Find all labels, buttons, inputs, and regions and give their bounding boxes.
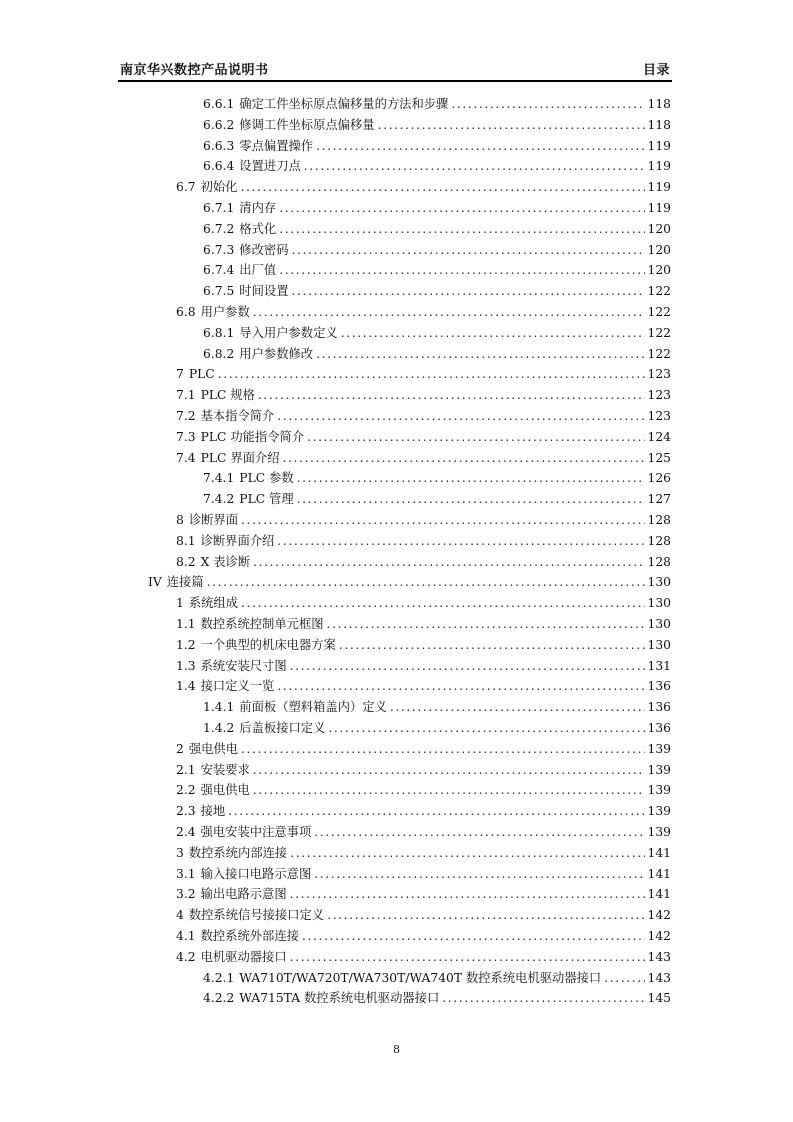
toc-entry[interactable] <box>203 988 671 1008</box>
toc-entry-title: PLC 规格 <box>200 388 255 403</box>
toc-entry[interactable] <box>203 156 671 176</box>
toc-leader-dots <box>292 240 645 260</box>
toc-leader-dots <box>451 94 644 114</box>
toc-entry-number: 1 <box>176 596 184 611</box>
toc-leader-dots <box>277 406 644 426</box>
toc-leader-dots <box>314 864 644 884</box>
toc-entry-page: 122 <box>647 305 671 319</box>
toc-entry[interactable] <box>203 240 671 260</box>
toc-entry-title: 输入接口电路示意图 <box>200 866 312 881</box>
toc-entry-number: 6.7.5 <box>203 284 235 299</box>
toc-entry-title: 确定工件坐标原点偏移量的方法和步骤 <box>239 97 449 111</box>
toc-entry-page: 127 <box>647 492 671 507</box>
toc-entry-page: 122 <box>647 325 671 340</box>
toc-entry-title: 前面板（塑料箱盖内）定义 <box>239 700 387 715</box>
toc-entry[interactable] <box>176 385 671 405</box>
toc-entry-page: 122 <box>647 346 671 361</box>
toc-entry-page: 139 <box>647 741 671 756</box>
toc-entry-number: 1.3 <box>176 658 196 673</box>
toc-entry-page: 118 <box>647 97 671 111</box>
toc-leader-dots <box>279 198 644 218</box>
toc-entry-title: 出厂值 <box>239 263 277 278</box>
toc-leader-dots <box>283 448 645 468</box>
toc-entry-number: 6.7.2 <box>203 221 235 236</box>
toc-entry[interactable] <box>148 572 671 592</box>
toc-entry-title: 零点偏置操作 <box>239 138 314 153</box>
toc-entry-title: 用户参数修改 <box>239 346 314 361</box>
toc-entry[interactable] <box>203 697 671 717</box>
toc-entry-number: 8 <box>176 513 184 527</box>
toc-entry-number: 6.6.3 <box>203 138 235 153</box>
header-section-title: 目录 <box>642 63 670 78</box>
toc-entry[interactable] <box>176 656 671 676</box>
toc-entry-title: PLC 功能指令简介 <box>200 429 305 444</box>
toc-leader-dots <box>339 635 645 655</box>
toc-entry-title: 连接篇 <box>166 575 204 590</box>
toc-leader-dots <box>378 115 645 135</box>
toc-entry-number: 7.1 <box>176 388 196 403</box>
toc-entry[interactable] <box>203 489 671 509</box>
toc-entry-page: 136 <box>647 700 671 715</box>
toc-entry-number: 2.3 <box>176 804 196 819</box>
toc-entry-number: 4.2 <box>176 949 196 964</box>
toc-entry[interactable] <box>176 510 671 530</box>
toc-entry[interactable] <box>176 739 671 759</box>
toc-entry-title: 数控系统信号接接口定义 <box>188 908 325 923</box>
toc-entry-number: 7.3 <box>176 429 196 444</box>
toc-entry-title: 数控系统控制单元框图 <box>200 617 324 631</box>
toc-entry[interactable] <box>203 198 671 218</box>
toc-entry-page: 123 <box>647 367 671 382</box>
toc-entry-page: 130 <box>647 617 671 631</box>
toc-leader-dots <box>207 572 645 592</box>
toc-entry[interactable] <box>176 822 671 842</box>
toc-leader-dots <box>258 385 645 405</box>
toc-entry-title: 基本指令简介 <box>200 409 275 423</box>
toc-entry[interactable] <box>203 115 671 135</box>
toc-entry[interactable] <box>176 884 671 904</box>
toc-entry[interactable] <box>203 281 671 301</box>
toc-leader-dots <box>390 697 645 717</box>
toc-leader-dots <box>241 739 644 759</box>
page-header <box>118 56 672 82</box>
toc-entry-number: 4.2.1 <box>203 970 235 985</box>
toc-entry-page: 124 <box>647 429 671 444</box>
toc-leader-dots <box>297 489 645 509</box>
toc-entry[interactable] <box>203 136 671 156</box>
toc-leader-dots <box>307 427 644 447</box>
toc-entry-page: 139 <box>647 783 671 798</box>
toc-entry-number: 7.2 <box>176 409 196 423</box>
toc-entry-number: 7.4.2 <box>203 492 235 507</box>
toc-entry[interactable] <box>203 323 671 343</box>
toc-entry-title: 时间设置 <box>239 284 289 299</box>
toc-entry-number: 6.7 <box>176 180 196 195</box>
toc-entry-title: X 表诊断 <box>200 554 251 569</box>
toc-entry-page: 136 <box>647 721 671 735</box>
toc-entry-title: 数控系统内部连接 <box>188 845 288 860</box>
toc-entry-number: 6.8.2 <box>203 346 235 361</box>
toc-leader-dots <box>240 177 644 197</box>
toc-entry-title: 系统组成 <box>188 596 239 611</box>
toc-entry-title: PLC <box>188 367 215 382</box>
toc-entry[interactable] <box>176 552 671 572</box>
toc-entry[interactable] <box>176 364 671 384</box>
toc-entry[interactable] <box>176 947 671 967</box>
toc-entry-page: 120 <box>647 263 671 278</box>
toc-entry[interactable] <box>203 968 671 988</box>
toc-entry[interactable] <box>176 676 671 696</box>
toc-entry-title: 用户参数 <box>200 305 250 319</box>
toc-entry-page: 141 <box>647 845 671 860</box>
toc-leader-dots <box>277 676 644 696</box>
toc-entry[interactable] <box>176 635 671 655</box>
toc-entry[interactable] <box>176 926 671 946</box>
toc-leader-dots <box>279 260 644 280</box>
toc-entry-number: 1.1 <box>176 617 196 631</box>
toc-leader-dots <box>277 531 644 551</box>
toc-entry-number: 6.7.3 <box>203 242 235 257</box>
header-document-title: 南京华兴数控产品说明书 <box>120 63 269 78</box>
toc-leader-dots <box>290 884 645 904</box>
toc-entry-number: 1.2 <box>176 637 196 652</box>
toc-entry[interactable] <box>176 614 671 634</box>
toc-leader-dots <box>316 344 644 364</box>
toc-entry-title: 接口定义一览 <box>200 679 275 694</box>
toc-entry[interactable] <box>176 406 671 426</box>
toc-entry[interactable] <box>203 260 671 280</box>
toc-entry-number: 7.4 <box>176 450 196 465</box>
toc-entry-number: 6.8.1 <box>203 325 235 340</box>
toc-entry-number: 4.2.2 <box>203 991 235 1006</box>
toc-entry-number: 2.4 <box>176 825 196 839</box>
toc-entry-number: 2 <box>176 741 184 756</box>
toc-entry[interactable] <box>203 94 671 114</box>
toc-entry[interactable] <box>176 801 671 821</box>
toc-entry-number: 2.1 <box>176 762 196 777</box>
toc-entry[interactable] <box>176 780 671 800</box>
toc-entry[interactable] <box>176 864 671 884</box>
toc-entry-title: 后盖板接口定义 <box>239 721 326 735</box>
toc-leader-dots <box>241 593 644 613</box>
toc-entry-page: 126 <box>647 471 671 486</box>
toc-entry-title: PLC 参数 <box>239 471 294 486</box>
toc-leader-dots <box>297 468 645 488</box>
toc-entry-page: 141 <box>647 887 671 902</box>
toc-entry[interactable] <box>203 468 671 488</box>
toc-entry-title: 诊断界面介绍 <box>200 533 275 548</box>
toc-entry[interactable] <box>176 427 671 447</box>
toc-leader-dots <box>290 843 644 863</box>
toc-entry-number: IV <box>148 575 162 590</box>
toc-entry[interactable] <box>176 302 671 322</box>
toc-entry-title: 强电安装中注意事项 <box>200 825 312 839</box>
toc-entry-page: 143 <box>647 970 671 985</box>
toc-entry-number: 3.2 <box>176 887 196 902</box>
toc-entry-page: 141 <box>647 866 671 881</box>
toc-leader-dots <box>604 968 644 988</box>
toc-leader-dots <box>253 552 644 572</box>
toc-entry-number: 2.2 <box>176 783 196 798</box>
toc-leader-dots <box>279 219 644 239</box>
toc-entry[interactable] <box>203 344 671 364</box>
toc-entry-title: 系统安装尺寸图 <box>200 658 287 673</box>
toc-entry[interactable] <box>176 448 671 468</box>
toc-entry-number: 4.1 <box>176 929 196 943</box>
toc-entry-title: 导入用户参数定义 <box>239 325 338 340</box>
toc-entry[interactable] <box>176 531 671 551</box>
toc-entry-page: 130 <box>647 596 671 611</box>
toc-entry-title: 强电供电 <box>200 783 250 798</box>
toc-entry-title: 电机驱动器接口 <box>200 949 287 964</box>
toc-entry-page: 142 <box>647 929 671 943</box>
toc-entry-number: 7 <box>176 367 184 382</box>
toc-entry-title: PLC 界面介绍 <box>200 450 280 465</box>
toc-entry-page: 128 <box>647 533 671 548</box>
toc-entry-number: 6.6.4 <box>203 159 235 174</box>
toc-entry-number: 4 <box>176 908 184 923</box>
toc-entry-page: 125 <box>647 450 671 465</box>
toc-entry-title: 接地 <box>200 804 226 819</box>
toc-leader-dots <box>327 905 644 925</box>
toc-entry-page: 131 <box>647 658 671 673</box>
toc-entry-page: 123 <box>647 409 671 423</box>
toc-leader-dots <box>328 718 644 738</box>
toc-entry[interactable] <box>176 843 671 863</box>
toc-entry-page: 119 <box>647 180 671 195</box>
toc-entry-title: 设置进刀点 <box>239 159 301 174</box>
toc-entry-number: 3.1 <box>176 866 196 881</box>
toc-entry-title: 强电供电 <box>188 741 239 756</box>
toc-entry-title: 初始化 <box>200 180 238 195</box>
toc-leader-dots <box>228 801 644 821</box>
toc-leader-dots <box>241 510 644 530</box>
toc-entry-number: 3 <box>176 845 184 860</box>
toc-entry-title: 安装要求 <box>200 762 250 777</box>
toc-leader-dots <box>253 780 645 800</box>
toc-entry-page: 119 <box>647 138 671 153</box>
toc-leader-dots <box>253 760 645 780</box>
toc-entry[interactable] <box>203 219 671 239</box>
toc-entry-page: 143 <box>647 949 671 964</box>
page-number: 8 <box>393 1043 400 1056</box>
toc-entry-number: 6.6.2 <box>203 117 235 132</box>
toc-entry-page: 139 <box>647 804 671 819</box>
toc-entry-number: 1.4.2 <box>203 721 235 735</box>
toc-leader-dots <box>314 822 644 842</box>
toc-entry-page: 119 <box>647 201 671 215</box>
toc-entry[interactable] <box>176 593 671 613</box>
toc-entry-title: WA710T/WA720T/WA730T/WA740T 数控系统电机驱动器接口 <box>239 970 602 985</box>
toc-entry-page: 118 <box>647 117 671 132</box>
toc-entry-page: 120 <box>647 242 671 257</box>
toc-entry-title: 格式化 <box>239 221 277 236</box>
toc-leader-dots <box>218 364 645 384</box>
toc-leader-dots <box>302 926 645 946</box>
toc-entry-title: 一个典型的机床电器方案 <box>200 637 336 652</box>
toc-entry-number: 6.8 <box>176 305 196 319</box>
toc-leader-dots <box>304 156 645 176</box>
toc-entry-number: 7.4.1 <box>203 471 235 486</box>
toc-entry-title: 修调工件坐标原点偏移量 <box>239 117 375 132</box>
toc-entry-page: 139 <box>647 825 671 839</box>
toc-entry-number: 6.7.1 <box>203 201 235 215</box>
toc-entry-title: PLC 管理 <box>239 492 294 507</box>
toc-entry-page: 120 <box>647 221 671 236</box>
toc-entry-page: 130 <box>647 637 671 652</box>
toc-entry-page: 142 <box>647 908 671 923</box>
toc-entry-title: 诊断界面 <box>188 513 239 527</box>
toc-entry-title: 输出电路示意图 <box>200 887 287 902</box>
toc-entry-page: 136 <box>647 679 671 694</box>
toc-entry-page: 119 <box>647 159 671 174</box>
toc-entry-page: 122 <box>647 284 671 299</box>
toc-entry-page: 130 <box>647 575 671 590</box>
toc-leader-dots <box>253 302 645 322</box>
toc-entry-page: 123 <box>647 388 671 403</box>
toc-entry[interactable] <box>176 760 671 780</box>
toc-leader-dots <box>341 323 645 343</box>
toc-leader-dots <box>290 947 645 967</box>
toc-entry-number: 6.7.4 <box>203 263 235 278</box>
toc-entry[interactable] <box>176 177 671 197</box>
toc-entry-number: 8.2 <box>176 554 196 569</box>
toc-entry-page: 128 <box>647 513 671 527</box>
toc-entry[interactable] <box>203 718 671 738</box>
toc-entry-title: 清内存 <box>239 201 277 215</box>
toc-entry-page: 139 <box>647 762 671 777</box>
toc-entry-title: WA715TA 数控系统电机驱动器接口 <box>239 991 440 1006</box>
toc-entry-number: 6.6.1 <box>203 97 235 111</box>
toc-entry-title: 修改密码 <box>239 242 289 257</box>
toc-leader-dots <box>442 988 644 1008</box>
toc-entry[interactable] <box>176 905 671 925</box>
toc-entry-number: 1.4.1 <box>203 700 235 715</box>
toc-entry-page: 128 <box>647 554 671 569</box>
toc-leader-dots <box>290 656 645 676</box>
toc-leader-dots <box>316 136 644 156</box>
toc-leader-dots <box>292 281 645 301</box>
toc-entry-number: 8.1 <box>176 533 196 548</box>
toc-leader-dots <box>327 614 645 634</box>
toc-entry-title: 数控系统外部连接 <box>200 929 299 943</box>
toc-entry-number: 1.4 <box>176 679 196 694</box>
toc-entry-page: 145 <box>647 991 671 1006</box>
